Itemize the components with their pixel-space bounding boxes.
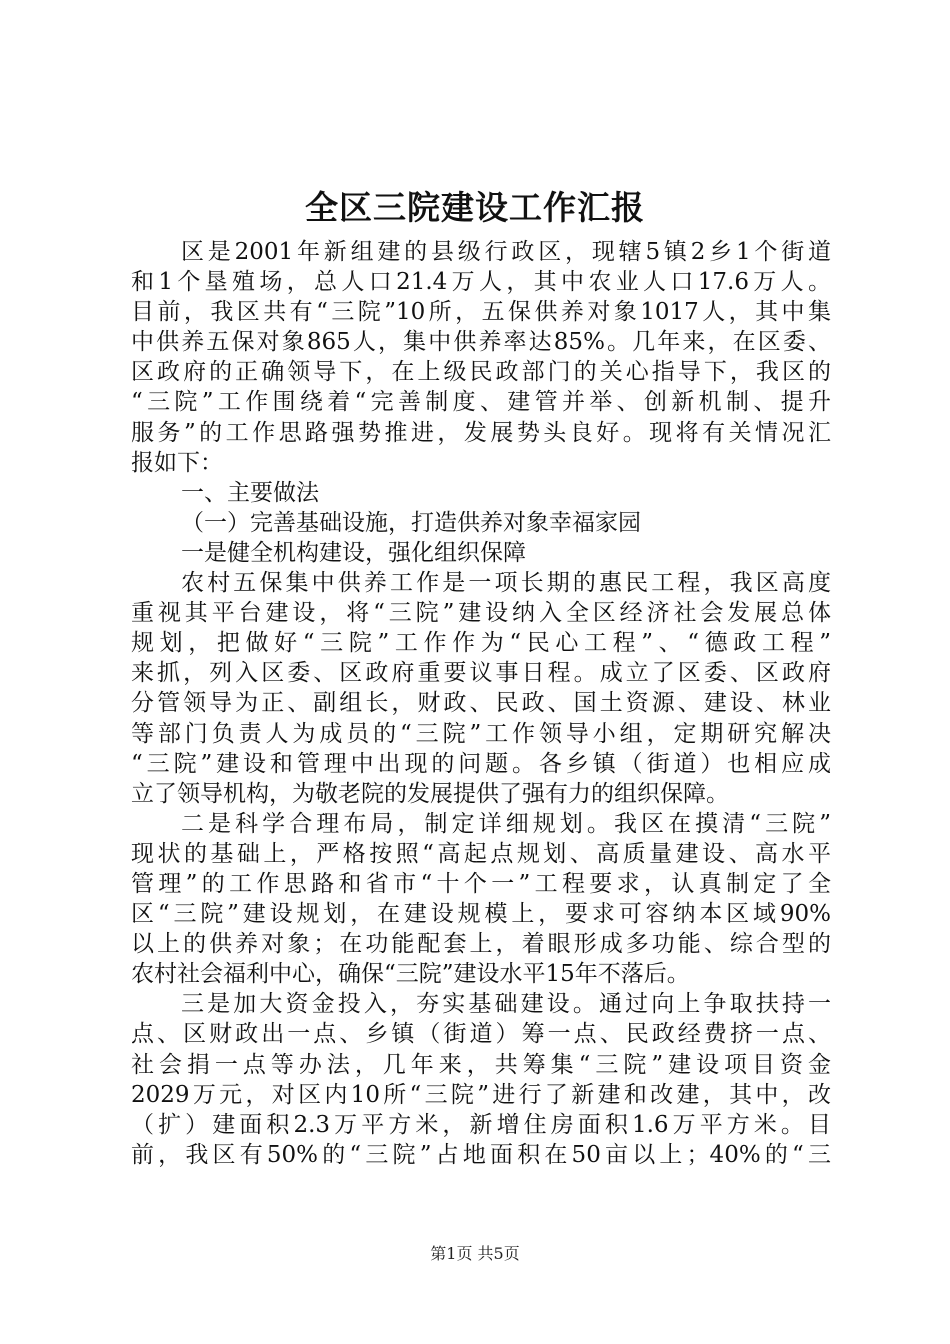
text-line: 来抓，列入区委、区政府重要议事日程。成立了区委、区政府 — [131, 660, 831, 687]
text-line: 报如下： — [131, 449, 223, 476]
page-footer: 第1页 共5页 — [430, 1244, 520, 1263]
document-title: 全区三院建设工作汇报 — [305, 188, 645, 227]
text-line: 前，我区有50%的“三院”占地面积在50亩以上；40%的“三 — [131, 1141, 831, 1168]
text-line: 农村社会福利中心，确保“三院”建设水平15年不落后。 — [131, 961, 690, 988]
text-line: 区是2001年新组建的县级行政区，现辖5镇2乡1个街道 — [181, 239, 831, 265]
text-line: “三院”建设和管理中出现的问题。各乡镇（街道）也相应成 — [131, 750, 831, 777]
text-line: 和1个垦殖场，总人口21.4万人，其中农业人口17.6万人。 — [131, 269, 831, 296]
document-body — [131, 237, 831, 1170]
text-line: 管理”的工作思路和省市“十个一”工程要求，认真制定了全 — [131, 870, 831, 897]
text-line: 立了领导机构，为敬老院的发展提供了强有力的组织保障。 — [131, 780, 729, 807]
text-line: “三院”工作围绕着“完善制度、建管并举、创新机制、提升 — [131, 389, 831, 416]
text-line: 一是健全机构建设，强化组织保障 — [181, 539, 526, 566]
text-line: 以上的供养对象；在功能配套上，着眼形成多功能、综合型的 — [131, 931, 831, 958]
text-line: 目前，我区共有“三院”10所，五保供养对象1017人，其中集 — [131, 299, 831, 326]
text-line: 农村五保集中供养工作是一项长期的惠民工程，我区高度 — [181, 570, 831, 597]
text-line: 中供养五保对象865人，集中供养率达85%。几年来，在区委、 — [131, 329, 831, 356]
text-line: （一）完善基础设施，打造供养对象幸福家园 — [181, 509, 641, 536]
text-line: 规划，把做好“三院”工作作为“民心工程”、“德政工程” — [131, 630, 831, 657]
text-line: 重视其平台建设，将“三院”建设纳入全区经济社会发展总体 — [131, 600, 831, 627]
text-line: （扩）建面积2.3万平方米，新增住房面积1.6万平方米。目 — [131, 1111, 831, 1138]
text-line: 点、区财政出一点、乡镇（街道）筹一点、民政经费挤一点、 — [131, 1021, 831, 1048]
text-line: 一、主要做法 — [181, 479, 319, 506]
text-line: 社会捐一点等办法，几年来，共筹集“三院”建设项目资金 — [131, 1051, 831, 1078]
text-line: 2029万元，对区内10所“三院”进行了新建和改建，其中，改 — [131, 1081, 831, 1108]
text-line: 分管领导为正、副组长，财政、民政、国土资源、建设、林业 — [131, 690, 831, 717]
text-line: 二是科学合理布局，制定详细规划。我区在摸清“三院” — [181, 810, 831, 837]
text-line: 等部门负责人为成员的“三院”工作领导小组，定期研究解决 — [131, 720, 831, 747]
text-line: 区“三院”建设规划，在建设规模上，要求可容纳本区域90% — [131, 901, 831, 928]
text-line: 三是加大资金投入，夯实基础建设。通过向上争取扶持一 — [181, 991, 831, 1018]
text-line: 现状的基础上，严格按照“高起点规划、高质量建设、高水平 — [131, 840, 831, 867]
text-line: 区政府的正确领导下，在上级民政部门的关心指导下，我区的 — [131, 359, 831, 386]
text-line: 服务”的工作思路强势推进，发展势头良好。现将有关情况汇 — [131, 419, 831, 446]
